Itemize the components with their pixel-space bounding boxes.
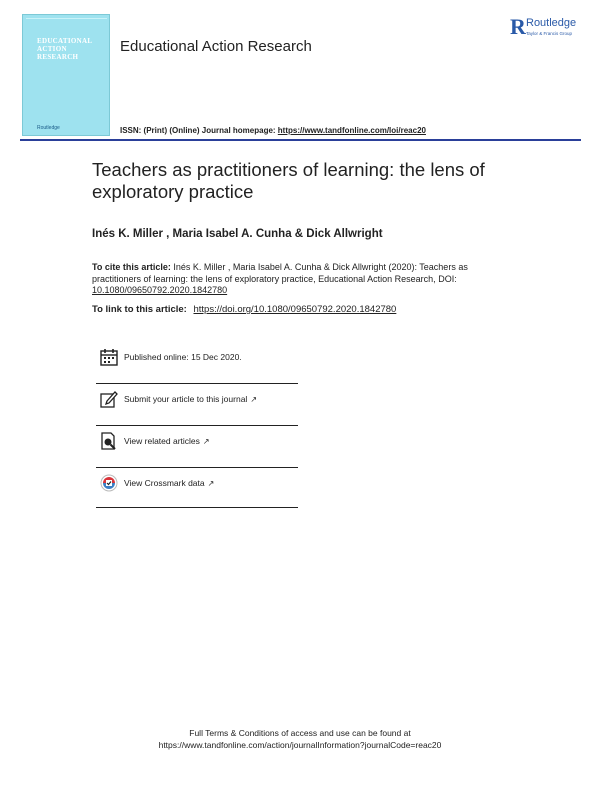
cover-title-line: EDUCATIONAL <box>37 37 93 45</box>
divider <box>96 507 298 508</box>
submit-article-link[interactable] <box>124 394 257 404</box>
crossmark-icon <box>100 474 118 492</box>
header-rule <box>20 139 581 141</box>
related-articles-link[interactable] <box>124 436 210 446</box>
issn-line <box>120 126 426 135</box>
footer-terms-url[interactable]: https://www.tandfonline.com/action/journalInformation?journalCode=reac20 <box>158 740 442 750</box>
cover-publisher: Routledge <box>37 125 60 131</box>
routledge-r-icon: R <box>510 14 526 39</box>
cover-title <box>37 37 99 61</box>
cite-doi-link[interactable]: 10.1080/09650792.2020.1842780 <box>92 285 228 295</box>
routledge-name: Routledge <box>526 17 577 29</box>
journal-homepage-link[interactable]: https://www.tandfonline.com/loi/reac20 <box>277 126 426 135</box>
journal-title: Educational Action Research <box>120 38 312 55</box>
external-link-icon: ↗ <box>207 479 215 488</box>
footer-terms: Full Terms & Conditions of access and use can be found at <box>189 728 411 738</box>
link-label: To link to this article: <box>92 304 187 315</box>
related-articles-item[interactable] <box>96 426 298 468</box>
cover-bar <box>26 18 107 19</box>
related-articles-icon <box>100 432 118 450</box>
citation <box>92 262 502 297</box>
crossmark-label: View Crossmark data <box>124 478 205 488</box>
published-online-item <box>96 342 298 384</box>
related-articles-label: View related articles <box>124 436 200 446</box>
submit-article-label: Submit your article to this journal <box>124 394 248 404</box>
issn-label: ISSN: (Print) (Online) Journal homepage: <box>120 126 276 135</box>
cite-text: Inés K. Miller , Maria Isabel A. Cunha & Dick Allwright (2020): Teachers as practitioners of learning: the lens of exploratory practice, Educational Action Research, DOI: <box>92 262 468 284</box>
cover-title-line: RESEARCH <box>37 53 79 61</box>
published-online-text: Published online: 15 Dec 2020. <box>124 352 242 362</box>
external-link-icon: ↗ <box>202 437 210 446</box>
journal-cover <box>22 14 110 136</box>
submit-article-item[interactable] <box>96 384 298 426</box>
external-link-icon: ↗ <box>250 395 258 404</box>
article-doi-link[interactable]: https://doi.org/10.1080/09650792.2020.1842780 <box>193 304 397 315</box>
edit-icon <box>100 390 118 408</box>
calendar-icon <box>100 348 118 366</box>
crossmark-link[interactable] <box>124 478 214 488</box>
article-link <box>92 304 396 315</box>
footer <box>0 727 600 751</box>
article-title: Teachers as practitioners of learning: the lens of exploratory practice <box>92 159 485 202</box>
routledge-tagline: Taylor & Francis Group <box>526 31 573 36</box>
article-authors: Inés K. Miller , Maria Isabel A. Cunha & Dick Allwright <box>92 228 383 240</box>
routledge-logo[interactable] <box>510 16 590 42</box>
cover-title-line: ACTION <box>37 45 67 53</box>
crossmark-item[interactable] <box>96 468 298 510</box>
cite-label: To cite this article: <box>92 262 171 272</box>
